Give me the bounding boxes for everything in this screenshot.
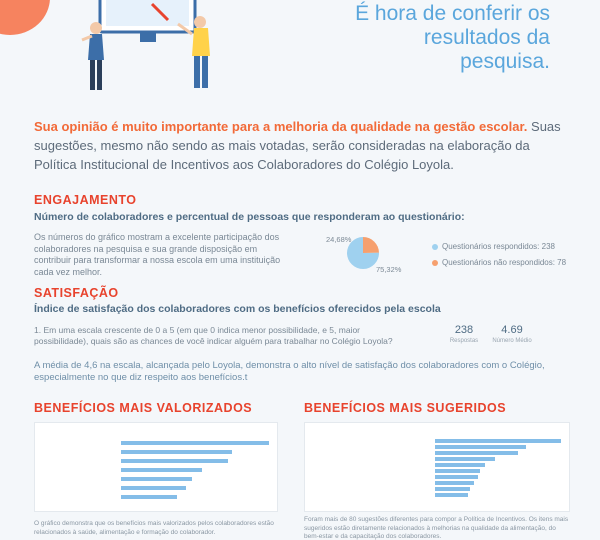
legend-label: Questionários não respondidos: 78 <box>442 258 567 267</box>
bar-chart-valorizados <box>121 441 269 505</box>
pie-label-large: 75,32% <box>376 265 402 274</box>
chart-bar <box>435 457 495 461</box>
chart-bar-row <box>435 463 561 467</box>
chart-bar-row <box>121 441 269 445</box>
chart-bar-row <box>121 450 269 454</box>
section-title-valorizados: BENEFÍCIOS MAIS VALORIZADOS <box>34 401 253 415</box>
chart-bar-row <box>435 469 561 473</box>
chart-bar <box>121 495 177 499</box>
stat-label: Respostas <box>449 338 479 344</box>
chart-bar <box>121 441 269 445</box>
pie-label-small: 24,68% <box>326 235 352 244</box>
chart-bar <box>121 459 228 463</box>
chart-bar-row <box>121 459 269 463</box>
chart-bar <box>121 468 202 472</box>
chart-bar <box>121 477 192 481</box>
bar-chart-sugeridos <box>435 439 561 505</box>
chart-bar-row <box>121 495 269 499</box>
section-title-engajamento: ENGAJAMENTO <box>34 193 137 207</box>
section-subtitle-engajamento: Número de colaboradores e percentual de pessoas que responderam ao questionário: <box>34 211 465 223</box>
hero-illustration <box>40 0 240 100</box>
chart-card-valorizados <box>34 422 278 512</box>
sugeridos-footer: Foram mais de 80 sugestões diferentes para compor a Política de Incentivos. Os itens mais sugeridos estão diretamente relacionados à melhorias na qualidade da alimentação, do bem-estar e da capacitação dos colaboradores. <box>304 516 569 540</box>
engajamento-text: Os números do gráfico mostram a excelente participação dos colaboradores na pesquisa e sua grande disposição em contribuir para transformar a nossa escola em uma instituição cada vez melhor. <box>34 232 281 277</box>
legend-dot <box>432 260 438 266</box>
legend-dot <box>432 244 438 250</box>
stat-value: 238 <box>454 324 474 336</box>
chart-bar <box>435 451 518 455</box>
chart-bar <box>121 450 232 454</box>
chart-bar-row <box>121 477 269 481</box>
chart-bar <box>435 487 470 491</box>
section-subtitle-satisfacao: Índice de satisfação dos colaboradores com os benefícios oferecidos pela escola <box>34 303 441 315</box>
section-title-satisfacao: SATISFAÇÃO <box>34 286 119 300</box>
chart-bar <box>435 475 478 479</box>
survey-question: 1. Em uma escala crescente de 0 a 5 (em que 0 indica menor possibilidade, e 5, maior possibilidade), quais são as chances de você indicar alguém para trabalhar no Colégio Loyola? <box>34 325 393 346</box>
intro-paragraph <box>34 117 574 174</box>
chart-bar-row <box>121 468 269 472</box>
legend-label: Questionários respondidos: 238 <box>442 242 555 251</box>
chart-bar-row <box>435 493 561 497</box>
chart-bar-row <box>121 486 269 490</box>
section-title-sugeridos: BENEFÍCIOS MAIS SUGERIDOS <box>304 401 507 415</box>
chart-bar <box>435 469 480 473</box>
chart-bar-row <box>435 445 561 449</box>
chart-bar <box>435 445 526 449</box>
chart-bar-row <box>435 439 561 443</box>
chart-bar <box>435 439 561 443</box>
chart-bar-row <box>435 457 561 461</box>
legend-item-respondidos <box>432 242 555 251</box>
chart-card-sugeridos <box>304 422 570 512</box>
stat-value: 4.69 <box>501 324 523 336</box>
intro-highlight: Sua opinião é muito importante para a melhoria da qualidade na gestão escolar. <box>34 119 528 134</box>
hero-title: É hora de conferir os resultados da pesquisa. <box>355 2 550 73</box>
intro-text: Suas sugestões, mesmo não sendo as mais votadas, serão consideradas na elaboração da Política Institucional de Incentivos aos Colaboradores do Colégio Loyola. <box>34 119 561 172</box>
stat-media <box>490 324 534 344</box>
chart-bar-row <box>435 451 561 455</box>
chart-bar-row <box>435 487 561 491</box>
legend-item-nao-respondidos <box>432 258 566 267</box>
chart-bar <box>435 481 474 485</box>
chart-bar-row <box>435 475 561 479</box>
stat-respostas <box>446 324 482 344</box>
valorizados-footer: O gráfico demonstra que os benefícios mais valorizados pelos colaboradores estão relacionados à saúde, alimentação e formação do colaborador. <box>34 520 274 536</box>
chart-bar <box>121 486 186 490</box>
chart-bar-row <box>435 481 561 485</box>
chart-bar <box>435 493 468 497</box>
pie-slice-nao-respondidos <box>363 237 379 253</box>
chart-bar <box>435 463 485 467</box>
satisfacao-note: A média de 4,6 na escala, alcançada pelo Loyola, demonstra o alto nível de satisfação dos colaboradores com o Colégio, especialmente no que diz respeito aos benefícios.t <box>34 360 545 383</box>
stat-label: Número Médio <box>492 338 532 344</box>
